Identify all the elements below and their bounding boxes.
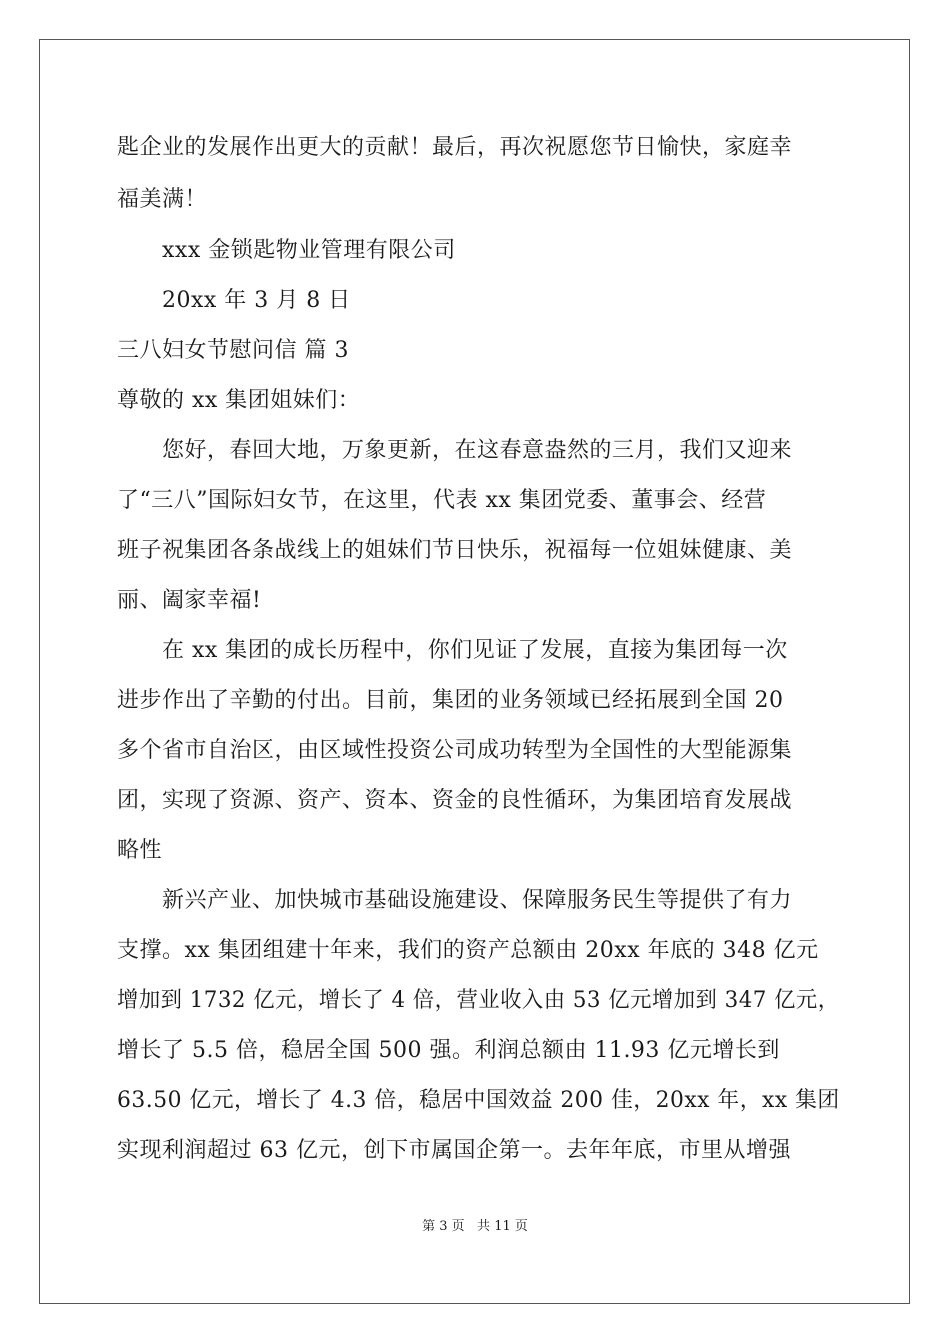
text-line-15: 略性 <box>117 838 163 863</box>
text-line-14: 团，实现了资源、资产、资本、资金的良性循环，为集团培育发展战 <box>117 788 793 813</box>
text-line-11: 在 xx 集团的成长历程中，你们见证了发展，直接为集团每一次 <box>162 638 788 663</box>
section-title: 三八妇女节慰问信 篇 3 <box>117 338 349 363</box>
text-line-1: 匙企业的发展作出更大的贡献！最后，再次祝愿您节日愉快，家庭幸 <box>117 135 793 160</box>
text-line-12: 进步作出了辛勤的付出。目前，集团的业务领域已经拓展到全国 20 <box>117 688 784 713</box>
text-line-21: 实现利润超过 63 亿元，创下市属国企第一。去年年底，市里从增强 <box>117 1138 791 1163</box>
salutation: 尊敬的 xx 集团姐妹们： <box>117 388 361 413</box>
page-number-footer: 第 3 页 共 11 页 <box>422 1219 528 1234</box>
text-line-17: 支撑。xx 集团组建十年来，我们的资产总额由 20xx 年底的 348 亿元 <box>117 938 819 963</box>
text-line-7: 您好，春回大地，万象更新，在这春意盎然的三月，我们又迎来 <box>162 438 793 463</box>
text-line-20: 63.50 亿元，增长了 4.3 倍，稳居中国效益 200 佳，20xx 年，xx 集团 <box>117 1088 840 1113</box>
text-line-2: 福美满！ <box>117 187 208 212</box>
text-line-18: 增加到 1732 亿元，增长了 4 倍，营业收入由 53 亿元增加到 347 亿元， <box>117 988 840 1013</box>
text-line-10: 丽、阖家幸福! <box>117 588 262 613</box>
text-line-13: 多个省市自治区，由区域性投资公司成功转型为全国性的大型能源集 <box>117 738 793 763</box>
text-line-9: 班子祝集团各条战线上的姐妹们节日快乐，祝福每一位姐妹健康、美 <box>117 538 793 563</box>
text-line-19: 增长了 5.5 倍，稳居全国 500 强。利润总额由 11.93 亿元增长到 <box>117 1038 780 1063</box>
letter-date: 20xx 年 3 月 8 日 <box>162 288 351 313</box>
company-name: xxx 金锁匙物业管理有限公司 <box>162 238 456 263</box>
text-line-8: 了“三八”国际妇女节，在这里，代表 xx 集团党委、董事会、经营 <box>117 488 767 513</box>
text-line-16: 新兴产业、加快城市基础设施建设、保障服务民生等提供了有力 <box>162 888 793 913</box>
